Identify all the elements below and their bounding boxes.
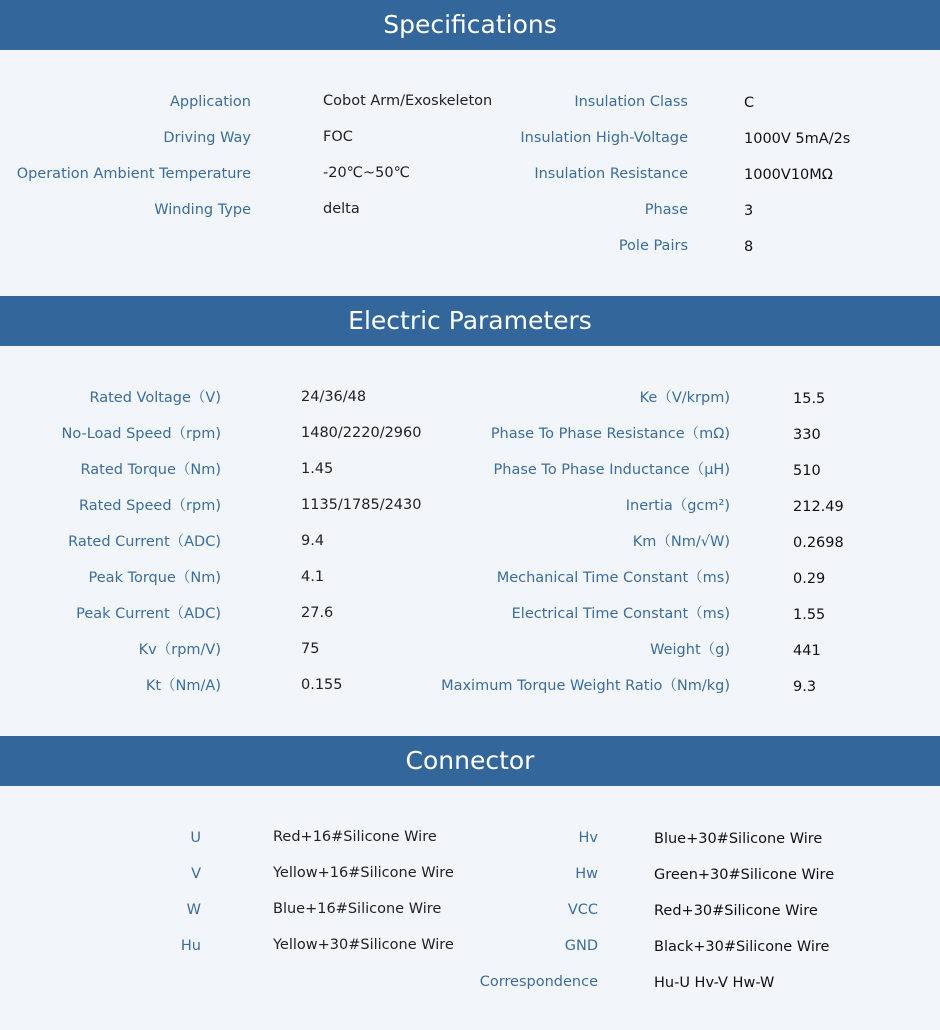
elec-value: 75 <box>301 641 320 657</box>
elec-label: Phase To Phase Resistance（mΩ) <box>490 426 730 442</box>
elec-label: Kv（rpm/V) <box>138 642 221 658</box>
elec-label: Maximum Torque Weight Ratio（Nm/kg) <box>441 678 730 694</box>
specifications-header <box>0 0 940 50</box>
spec-label: Operation Ambient Temperature <box>16 166 251 182</box>
specifications-body <box>0 50 940 296</box>
spec-label: Application <box>169 94 251 110</box>
elec-label: Weight（g) <box>650 642 730 658</box>
electric-header <box>0 296 940 346</box>
spec-value: -20℃~50℃ <box>323 165 410 181</box>
elec-label: No-Load Speed（rpm) <box>61 426 221 442</box>
elec-value: 24/36/48 <box>301 389 367 405</box>
conn-label: Hw <box>575 866 598 882</box>
spec-value: delta <box>323 201 360 217</box>
specifications-title: Specifications <box>383 10 557 39</box>
elec-label: Rated Voltage（V) <box>89 390 221 406</box>
electric-title: Electric Parameters <box>348 306 592 335</box>
elec-value: 27.6 <box>301 605 334 621</box>
elec-label: Peak Torque（Nm) <box>88 570 221 586</box>
elec-value: 15.5 <box>793 391 826 407</box>
spec-value: 8 <box>744 239 754 255</box>
conn-value: Hu-U Hv-V Hw-W <box>654 975 775 991</box>
elec-label: Kt（Nm/A) <box>145 678 221 694</box>
conn-value: Black+30#Silicone Wire <box>654 939 830 955</box>
conn-label: V <box>191 866 201 882</box>
elec-value: 0.2698 <box>793 535 844 551</box>
elec-value: 0.155 <box>301 677 343 693</box>
spec-value: 1000V10MΩ <box>744 167 833 183</box>
elec-label: Ke（V/krpm) <box>639 390 730 406</box>
spec-label: Winding Type <box>154 202 251 218</box>
conn-label: U <box>190 830 201 846</box>
electric-body <box>0 346 940 736</box>
conn-label: Hu <box>180 938 201 954</box>
spec-value: 1000V 5mA/2s <box>744 131 851 147</box>
conn-label: Hv <box>578 830 598 846</box>
elec-value: 441 <box>793 643 821 659</box>
elec-label: Phase To Phase Inductance（μH) <box>493 462 730 478</box>
elec-value: 1.55 <box>793 607 826 623</box>
elec-value: 1135/1785/2430 <box>301 497 422 513</box>
elec-value: 0.29 <box>793 571 826 587</box>
conn-label: VCC <box>567 902 598 918</box>
elec-value: 1.45 <box>301 461 334 477</box>
spec-label: Pole Pairs <box>618 238 688 254</box>
elec-value: 1480/2220/2960 <box>301 425 422 441</box>
elec-value: 330 <box>793 427 821 443</box>
elec-label: Electrical Time Constant（ms) <box>511 606 730 622</box>
conn-value: Red+30#Silicone Wire <box>654 903 818 919</box>
elec-value: 4.1 <box>301 569 325 585</box>
spec-value: FOC <box>323 129 353 145</box>
elec-label: Mechanical Time Constant（ms) <box>496 570 730 586</box>
elec-label: Rated Speed（rpm) <box>79 498 221 514</box>
conn-label: Correspondence <box>479 974 598 990</box>
elec-value: 9.3 <box>793 679 817 695</box>
conn-label: W <box>186 902 201 918</box>
spec-label: Driving Way <box>163 130 251 146</box>
elec-value: 510 <box>793 463 821 479</box>
conn-value: Yellow+30#Silicone Wire <box>273 937 454 953</box>
conn-value: Green+30#Silicone Wire <box>654 867 835 883</box>
spec-label: Insulation Resistance <box>534 166 688 182</box>
elec-label: Inertia（gcm²) <box>625 498 730 514</box>
spec-label: Insulation High-Voltage <box>520 130 688 146</box>
spec-value: C <box>744 95 755 111</box>
elec-label: Km（Nm/√W) <box>632 534 730 550</box>
spec-label: Insulation Class <box>574 94 688 110</box>
elec-value: 9.4 <box>301 533 325 549</box>
connector-body <box>0 786 940 1030</box>
elec-label: Rated Torque（Nm) <box>80 462 221 478</box>
conn-value: Blue+16#Silicone Wire <box>273 901 442 917</box>
elec-value: 212.49 <box>793 499 844 515</box>
conn-value: Blue+30#Silicone Wire <box>654 831 823 847</box>
conn-value: Yellow+16#Silicone Wire <box>273 865 454 881</box>
spec-value: 3 <box>744 203 754 219</box>
spec-label: Phase <box>644 202 688 218</box>
connector-title: Connector <box>405 746 535 775</box>
elec-label: Rated Current（ADC) <box>68 534 221 550</box>
elec-label: Peak Current（ADC) <box>76 606 221 622</box>
conn-value: Red+16#Silicone Wire <box>273 829 437 845</box>
connector-header <box>0 736 940 786</box>
spec-value: Cobot Arm/Exoskeleton <box>323 93 493 109</box>
conn-label: GND <box>564 938 598 954</box>
